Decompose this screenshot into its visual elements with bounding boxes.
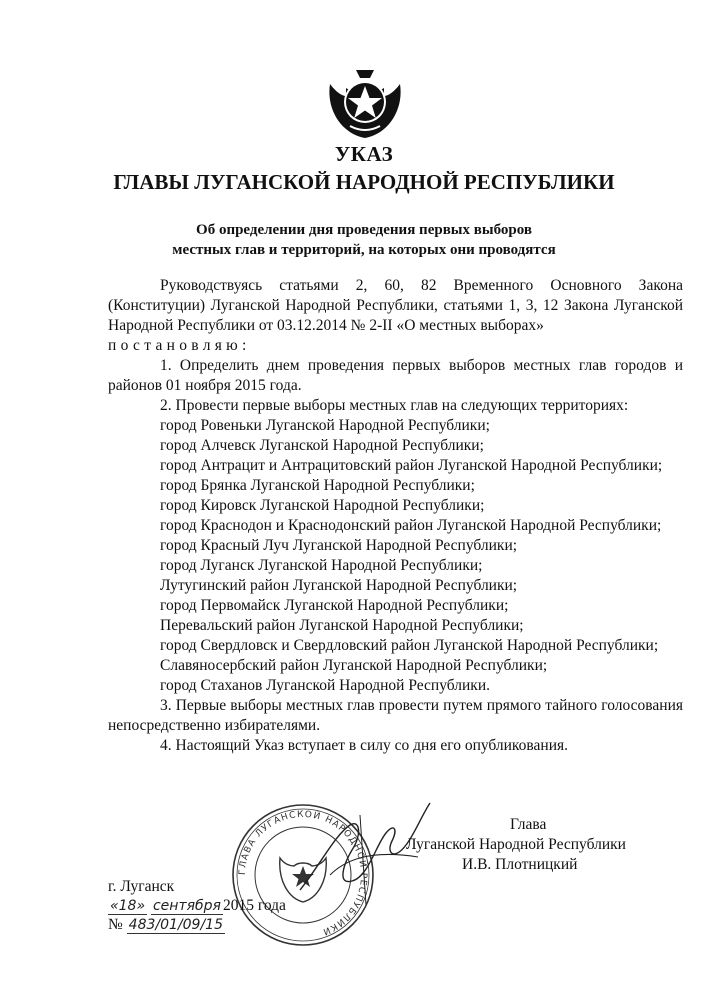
- date-year: 2015 года: [222, 897, 286, 914]
- decree-word: постановляю:: [108, 337, 251, 354]
- stamp-text: ГЛАВА ЛУГАНСКОЙ НАРОДНОЙ РЕСПУБЛИКИ: [237, 809, 369, 937]
- signatory-name: И.В. Плотницкий: [462, 856, 578, 873]
- preamble: Руководствуясь статьями 2, 60, 82 Временного Основного Закона (Конституции) Луганской Народной Республики, статьями 1, 3, 12 Закона Луганской Народной Республики от 03.12.2014 № 2-II «О местных выборах»: [108, 277, 683, 334]
- issue-date: [108, 897, 286, 915]
- territory-item: город Брянка Луганской Народной Республики;: [160, 477, 475, 494]
- number-prefix: №: [108, 916, 123, 933]
- territory-item: город Кировск Луганской Народной Республики;: [160, 497, 485, 514]
- signatory-title: Глава: [510, 816, 547, 833]
- lpr-emblem-icon: [320, 62, 410, 142]
- item-3: 3. Первые выборы местных глав провести путем прямого тайного голосования непосредственно избирателями.: [108, 697, 683, 734]
- decree-issuer: ГЛАВЫ ЛУГАНСКОЙ НАРОДНОЙ РЕСПУБЛИКИ: [113, 170, 615, 194]
- territory-item: город Красный Луч Луганской Народной Республики;: [160, 537, 518, 554]
- territory-item: город Краснодон и Краснодонский район Луганской Народной Республики;: [160, 517, 662, 534]
- date-month: сентября: [152, 898, 221, 914]
- item-4: 4. Настоящий Указ вступает в силу со дня его опубликования.: [160, 737, 569, 754]
- subtitle-line-1: Об определении дня проведения первых выборов: [196, 222, 532, 238]
- decree-title: УКАЗ: [334, 142, 394, 166]
- territory-item: Славяносербский район Луганской Народной Республики;: [160, 657, 548, 674]
- item-1: 1. Определить днем проведения первых выборов местных глав городов и районов 01 ноября 2015 года.: [108, 357, 683, 394]
- signature-block: [400, 815, 670, 875]
- number-value: 483/01/09/15: [128, 917, 223, 933]
- decree-subtitle: [0, 220, 728, 260]
- territory-item: Перевальский район Луганской Народной Республики;: [160, 617, 524, 634]
- territory-item: Лутугинский район Луганской Народной Республики;: [160, 577, 518, 594]
- issue-city: г. Луганск: [108, 878, 175, 895]
- territory-item: город Первомайск Луганской Народной Республики;: [160, 597, 509, 614]
- territory-item: город Алчевск Луганской Народной Республики;: [160, 437, 484, 454]
- decree-body: [108, 276, 683, 756]
- decree-number: [108, 916, 225, 934]
- subtitle-line-2: местных глав и территорий, на которых они проводятся: [172, 242, 556, 258]
- item-2-intro: 2. Провести первые выборы местных глав на следующих территориях:: [160, 397, 629, 414]
- territory-item: город Свердловск и Свердловский район Луганской Народной Республики;: [160, 637, 659, 654]
- territory-item: город Стаханов Луганской Народной Республики.: [160, 677, 490, 694]
- signatory-organization: Луганской Народной Республики: [406, 836, 626, 853]
- date-day: «18»: [110, 898, 146, 914]
- territory-item: город Ровеньки Луганской Народной Республики;: [160, 417, 490, 434]
- territory-item: город Луганск Луганской Народной Республики;: [160, 557, 483, 574]
- territory-item: город Антрацит и Антрацитовский район Луганской Народной Республики;: [160, 457, 663, 474]
